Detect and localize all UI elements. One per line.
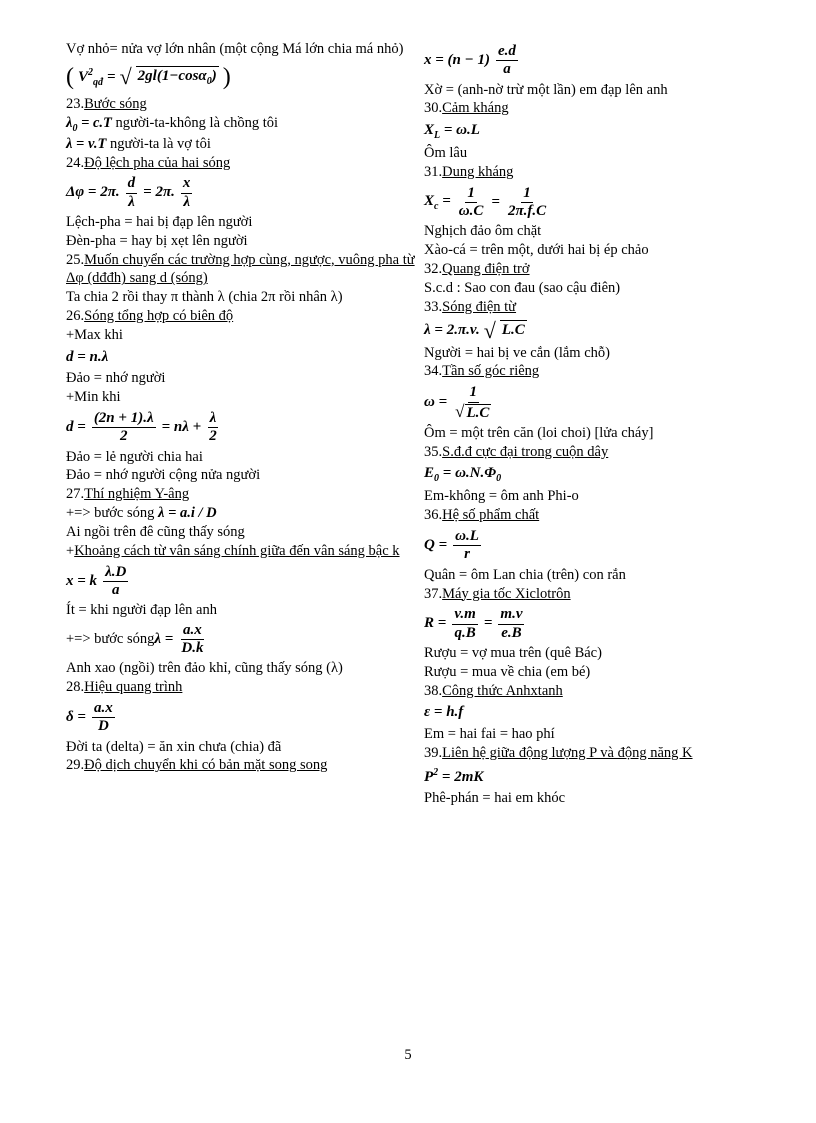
text-line: Ôm = một trên căn (loi choi) [lửa cháy] [424,424,654,441]
text-line: +Max khi [66,327,123,344]
formula-einstein: ε = h.f [424,704,464,721]
text-line: Rượu = mua về chia (em bé) [424,663,591,680]
text-line: Anh xao (ngồi) trên đảo khỉ, cũng thấy sóng (λ) [66,660,343,677]
section-heading-26: 26.Sóng tổng hợp có biên độ [66,308,234,325]
formula-cyclotron: R = $\frac{v.m}{q.B}$ = $\frac{m.v}{e.B}$ [424,606,523,641]
text-line: Quân = ôm Lan chia (trên) con rắn [424,566,626,583]
section-heading-31: 31.Dung kháng [424,164,514,181]
formula-phase-difference: Δφ = 2π. $\frac{d}{\lambda}$ = 2π. $\frac{x}{\lambda}$ [66,175,191,210]
section-heading-28: 28.Hiệu quang trình [66,679,183,696]
section-heading-32: 32.Quang điện trở [424,261,530,278]
text-line: Đảo = nhớ người [66,370,166,387]
text-line: Em = hai fai = hao phí [424,725,555,742]
section-heading-33: 33.Sóng điện từ [424,298,517,315]
text-line: $\lambda_0 = c.T$ người-ta-không là chồng tôi [66,114,279,134]
section-heading-27: 27.Thí nghiệm Y-âng [66,486,190,503]
text-line: Xào-cá = trên một, dưới hai bị ép chảo [424,242,649,259]
formula-momentum-energy: $P^2 = 2mK$ [424,766,484,785]
text-line: Đảo = lẻ người chia hai [66,448,203,465]
formula-min: d = $\frac{(2n + 1).\lambda}{2}$ = nλ + $\frac{\lambda}{2}$ [66,410,217,445]
text-line: Đảo = nhớ người cộng nửa người [66,467,261,484]
section-heading-36: 36.Hệ số phẩm chất [424,507,540,524]
text-line: Ít = khi người đạp lên anh [66,602,217,619]
text-line: Người = hai bị ve cắn (lắm chỗ) [424,344,610,361]
text-line: Ta chia 2 rồi thay π thành λ (chia 2π rồi nhân λ) [66,289,343,306]
text-line: Nghịch đảo ôm chặt [424,223,542,240]
section-heading-34: 34.Tần số góc riêng [424,363,540,380]
text-line: Lệch-pha = hai bị đạp lên người [66,213,253,230]
formula-capacitive-reactance: $X_c$ = $\frac{1}{\omega.C}$ = $\frac{1}{2\pi.f.C}$ [424,184,547,220]
text-line: Đời ta (delta) = ăn xin chưa (chia) đã [66,738,282,755]
text-line: Ai ngồi trên đê cũng thấy sóng [66,523,245,540]
section-heading-23: 23.Bước sóng [66,96,147,113]
formula-displacement: x = (n − 1) $\frac{e.d}{a}$ [424,43,516,78]
text-line: Em-không = ôm anh Phi-o [424,488,579,505]
text-line: +=> bước sóng λ = a.i / D [66,505,217,522]
right-column [424,40,754,808]
text-line: Phê-phán = hai em khóc [424,790,566,807]
text-line: Rượu = vợ mua trên (quê Bác) [424,644,602,661]
formula-em-wave: λ = 2.π.v. √ L.C [424,317,525,343]
formula-max-emf: $E_0 = \omega.N.\Phi_0$ [424,465,502,485]
text-line: λ = v.T người-ta là vợ tôi [66,135,211,152]
page-number: 5 [404,1047,412,1063]
section-heading-29: 29.Độ dịch chuyển khi có bản mặt song song [66,757,328,774]
formula-quality-factor: Q = $\frac{\omega.L}{r}$ [424,528,479,563]
formula-path-difference: δ = $\frac{a.x}{D}$ [66,700,113,735]
formula-velocity: ( $V^2_{qđ}$ = √ 2gl(1−cosα$_0$) ) [66,63,231,90]
text-line: Ôm lâu [424,145,468,162]
text-line: +=> bước sóng λ = $\frac{a.x}{D.k}$ [66,622,418,658]
formula-inductive-reactance: $X_L = \omega.L$ [424,122,480,142]
section-heading-30: 30.Cảm kháng [424,100,509,117]
left-column [66,40,418,775]
formula-wavelength: λ = $\frac{a.x}{D.k}$ [154,621,204,657]
formula-fringe-position: x = k $\frac{\lambda.D}{a}$ [66,563,127,598]
formula-max: d = n.λ [66,348,109,365]
section-heading-35: 35.S.đ.đ cực đại trong cuộn dây [424,443,609,460]
formula-angular-frequency: ω = $\frac{1}{√ L.C}$ [424,384,490,421]
text-line: Đèn-pha = hay bị xẹt lên người [66,232,248,249]
section-heading-39: 39.Liên hệ giữa động lượng P và động năng K [424,744,693,761]
section-heading-24: 24.Độ lệch pha của hai sóng [66,154,231,171]
section-heading-37: 37.Máy gia tốc Xiclotrôn [424,585,571,602]
text-line: +Min khi [66,389,121,406]
section-heading-27-fringe: +Khoảng cách từ vân sáng chính giữa đến vân sáng bậc k [66,542,400,559]
section-heading-25: 25.Muốn chuyển các trường hợp cùng, ngược, vuông pha từ Δφ (dđđh) sang d (sóng) [66,251,415,287]
text-line: S.c.d : Sao con đau (sao cậu điên) [424,279,621,296]
section-heading-38: 38.Công thức Anhxtanh [424,682,563,699]
text-line: Vợ nhỏ= nửa vợ lớn nhân (một cộng Má lớn chia má nhỏ) [66,41,404,57]
text-line: Xờ = (anh-nờ trừ một lần) em đạp lên anh [424,81,668,98]
